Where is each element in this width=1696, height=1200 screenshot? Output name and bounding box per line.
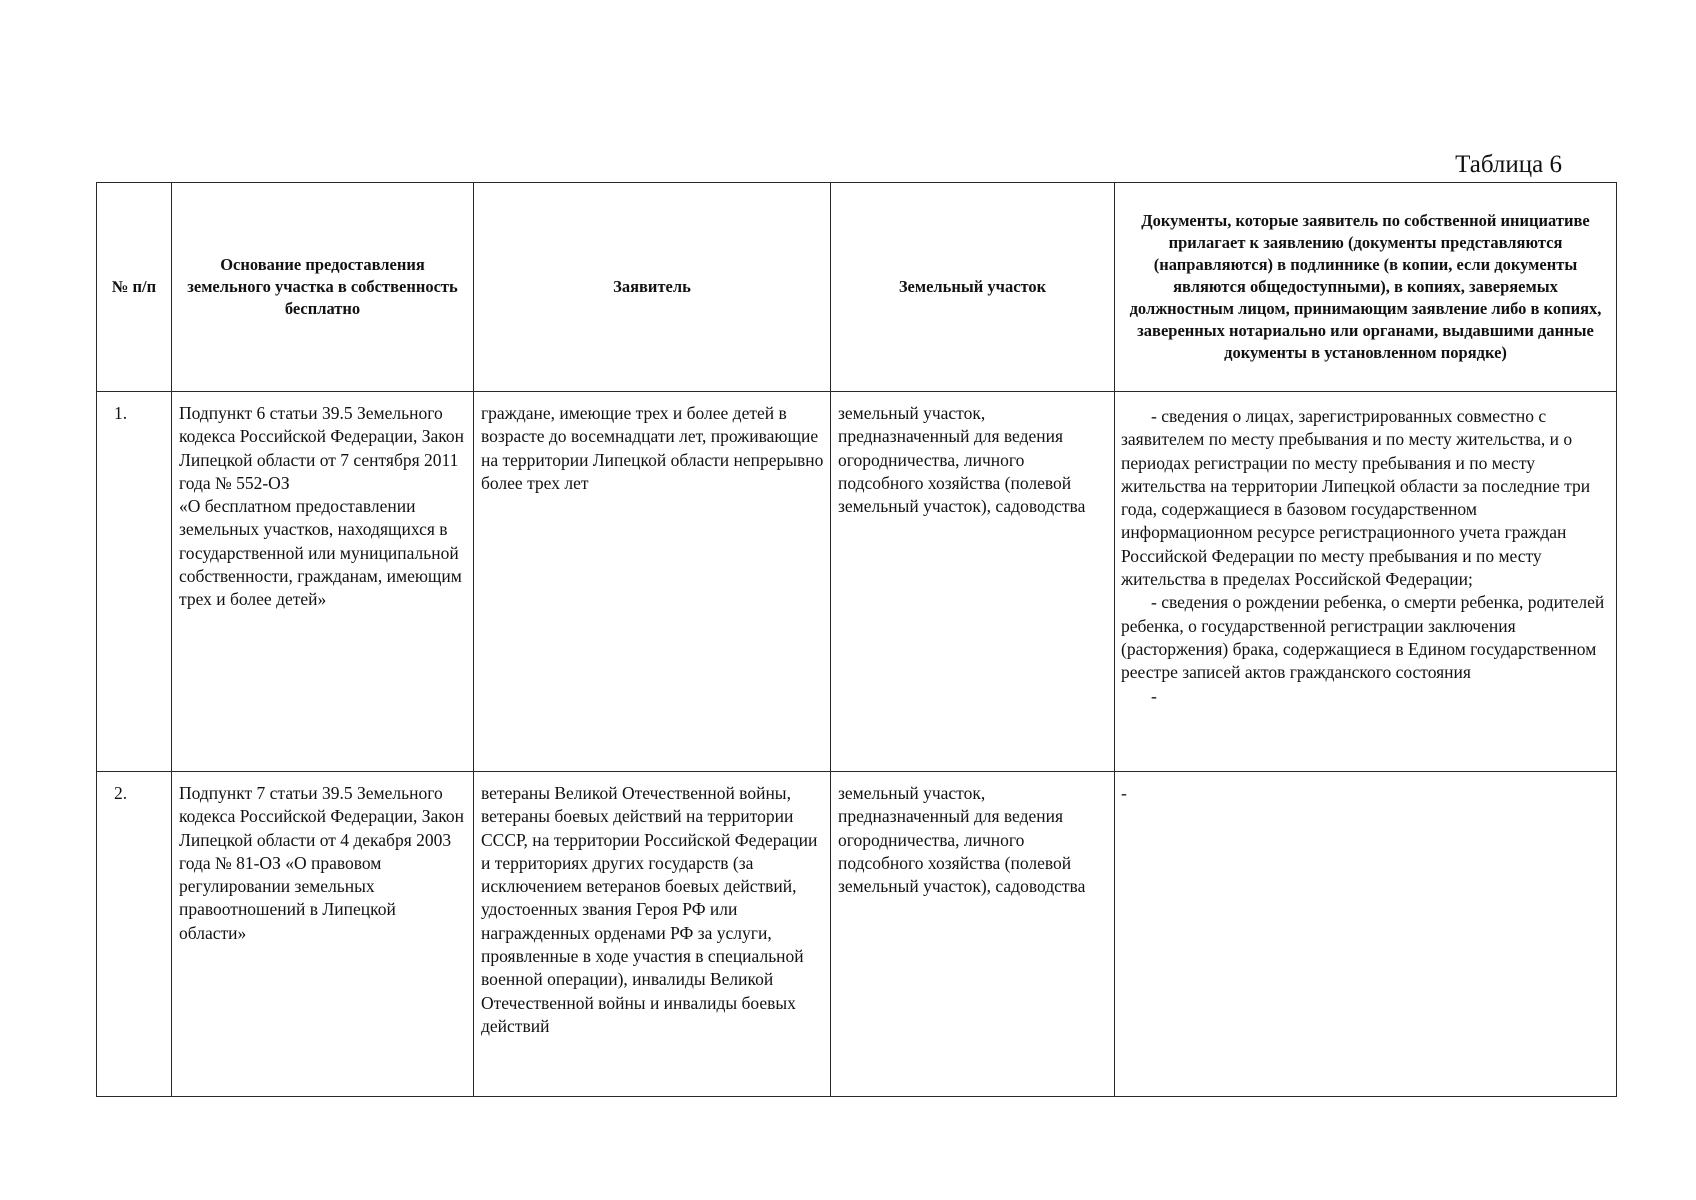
applicant-text: граждане, имеющие трех и более детей в возрасте до восемнадцати лет, проживающие на территории Липецкой области непрерывно более трех лет <box>481 403 824 493</box>
land-plot-cell <box>831 392 1115 772</box>
row-number-cell <box>97 772 172 1097</box>
land-allocation-table <box>96 182 1617 1097</box>
row-number: 2. <box>114 783 128 803</box>
applicant-cell <box>474 392 831 772</box>
table-header-row <box>97 183 1617 392</box>
header-num: № п/п <box>97 183 172 392</box>
header-land-plot: Земельный участок <box>831 183 1115 392</box>
documents-text: - <box>1121 783 1127 803</box>
land-plot-text: земельный участок, предназначенный для ведения огородничества, личного подсобного хозяйства (полевой земельный участок), садоводства <box>838 783 1086 897</box>
header-basis: Основание предоставления земельного участка в собственность бесплатно <box>172 183 474 392</box>
documents-item: - <box>1151 685 1157 706</box>
row-number: 1. <box>114 403 128 423</box>
land-plot-text: земельный участок, предназначенный для ведения огородничества, личного подсобного хозяйства (полевой земельный участок), садоводства <box>838 403 1086 517</box>
row-number-cell <box>97 392 172 772</box>
basis-cell <box>172 772 474 1097</box>
applicant-text: ветераны Великой Отечественной войны, ветераны боевых действий на территории СССР, на территории Российской Федерации и территориях других государств (за исключением ветеранов боевых действий, удостоенных звания Героя РФ или награжденных орденами РФ за услуги, проявленные в ходе участия в специальной военной операции), инвалиды Великой Отечественной войны и инвалиды боевых действий <box>481 783 818 1036</box>
basis-text: Подпункт 6 статьи 39.5 Земельного кодекса Российской Федерации, Закон Липецкой области от 7 сентября 2011 года № 552-ОЗ <box>179 403 464 493</box>
header-documents: Документы, которые заявитель по собственной инициативе прилагает к заявлению (документы представляются (направляются) в подлиннике (в копии, если документы являются общедоступными), в копиях, заверяемых должностным лицом, принимающим заявление либо в копиях, заверенных нотариально или органами, выдавшими данные документы в установленном порядке) <box>1115 183 1617 392</box>
land-plot-cell <box>831 772 1115 1097</box>
basis-law-title: «О бесплатном предоставлении земельных участков, находящихся в государственной или муниципальной собственности, гражданам, имеющим трех и более детей» <box>179 496 462 610</box>
documents-cell <box>1115 392 1617 772</box>
documents-item: - сведения о лицах, зарегистрированных совместно с заявителем по месту пребывания и по месту жительства, и о периодах регистрации по месту пребывания и по месту жительства на территории Липецкой области за последние три года, содержащиеся в базовом государственном информационном ресурсе регистрационного учета граждан Российской Федерации по месту пребывания и по месту жительства в пределах Российской Федерации; <box>1121 406 1591 590</box>
table-caption: Таблица 6 <box>1455 151 1562 178</box>
basis-text: Подпункт 7 статьи 39.5 Земельного кодекса Российской Федерации, Закон Липецкой области от 4 декабря 2003 года № 81-ОЗ «О правовом регулировании земельных правоотношений в Липецкой области» <box>179 783 464 943</box>
documents-cell <box>1115 772 1617 1097</box>
basis-cell <box>172 392 474 772</box>
header-applicant: Заявитель <box>474 183 831 392</box>
applicant-cell <box>474 772 831 1097</box>
documents-item: - сведения о рождении ребенка, о смерти ребенка, родителей ребенка, о государственной регистрации заключения (расторжения) брака, содержащиеся в Едином государственном реестре записей актов гражданского состояния <box>1121 592 1605 683</box>
table-row <box>97 392 1617 772</box>
table-row <box>97 772 1617 1097</box>
